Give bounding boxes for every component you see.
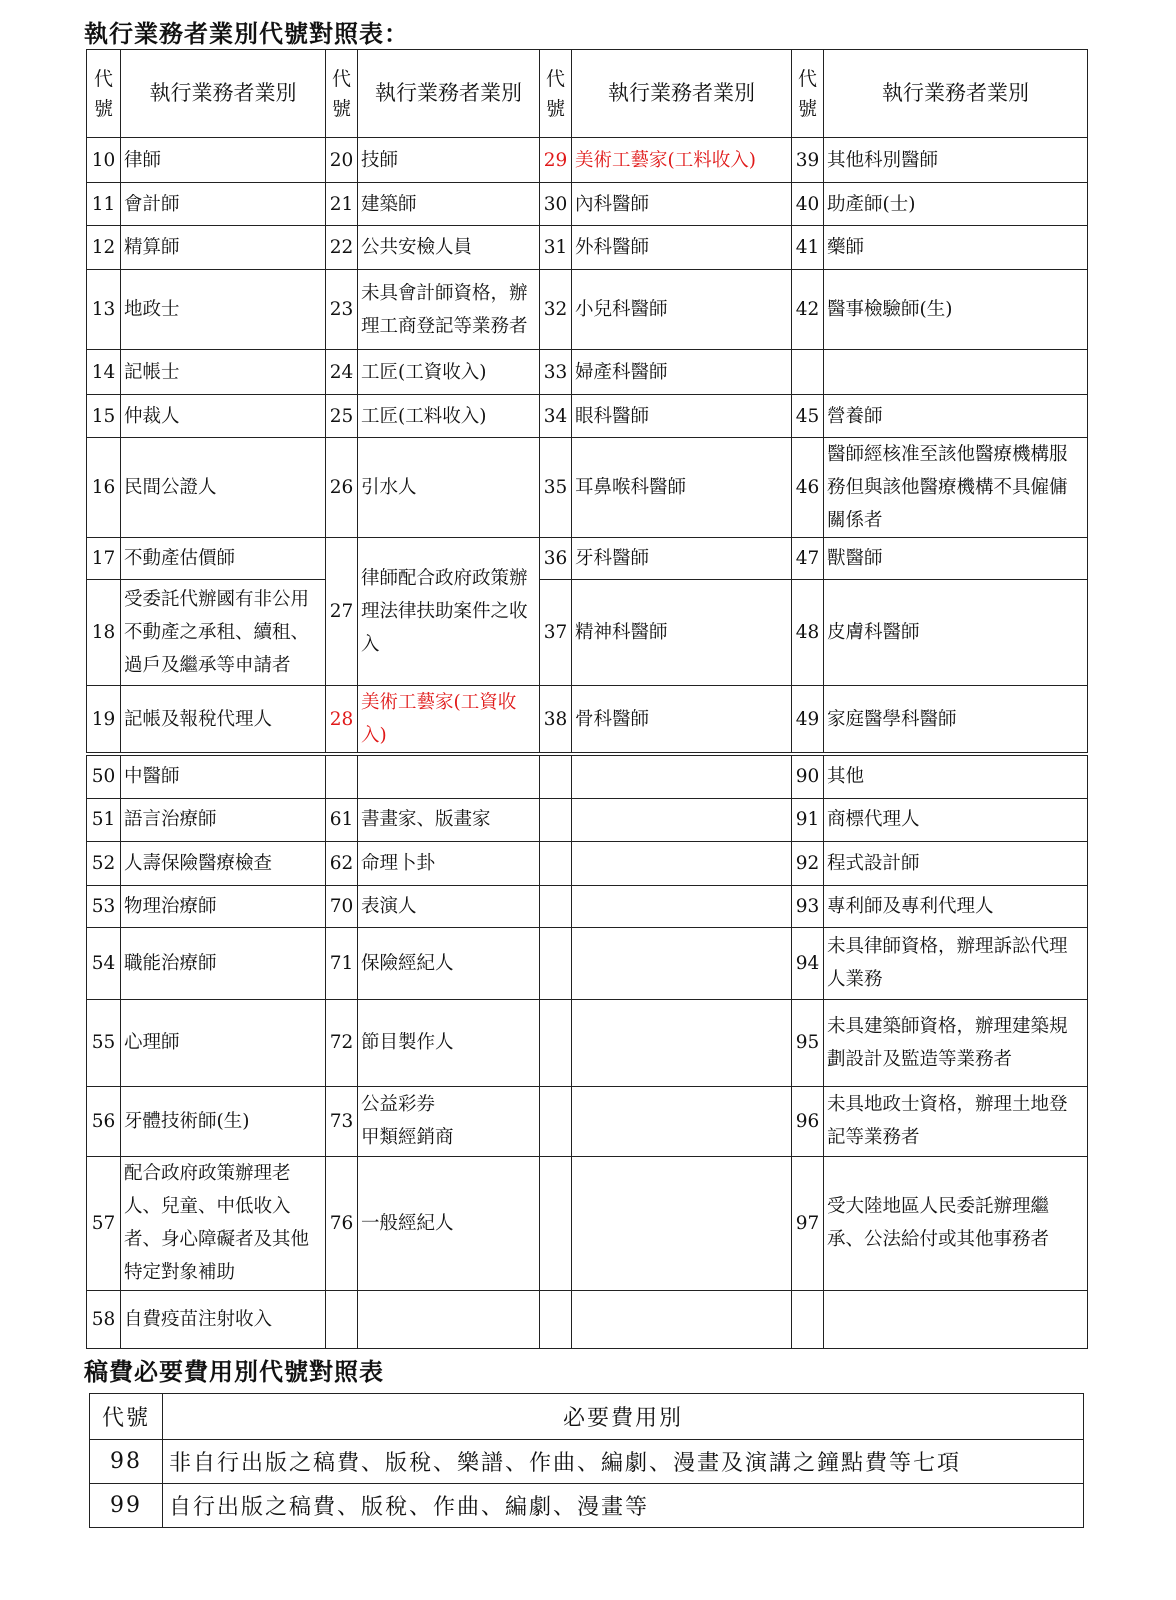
category-cell: 仲裁人 <box>121 395 326 438</box>
category-cell: 未具建築師資格，辦理建築規劃設計及監造等業務者 <box>824 999 1088 1086</box>
code-cell: 53 <box>87 885 121 927</box>
code-cell: 42 <box>792 270 824 350</box>
code-cell: 94 <box>792 927 824 999</box>
category-cell: 一般經紀人 <box>358 1156 540 1290</box>
code-cell: 52 <box>87 841 121 885</box>
code-cell: 96 <box>792 1086 824 1156</box>
category-cell <box>572 1156 792 1290</box>
code-cell-highlighted: 29 <box>540 138 572 183</box>
code-cell: 62 <box>326 841 358 885</box>
category-cell: 人壽保險醫療檢查 <box>121 841 326 885</box>
fee-category-table <box>89 1393 1084 1528</box>
code-cell: 11 <box>87 183 121 226</box>
category-cell: 牙體技術師(生) <box>121 1086 326 1156</box>
code-cell: 12 <box>87 226 121 270</box>
category-cell: 眼科醫師 <box>572 395 792 438</box>
table-row <box>87 999 1088 1086</box>
code-cell: 13 <box>87 270 121 350</box>
code-cell: 41 <box>792 226 824 270</box>
fee-table-title: 稿費必要費用別代號對照表 <box>84 1357 384 1386</box>
code-cell: 26 <box>326 438 358 538</box>
category-cell: 營養師 <box>824 395 1088 438</box>
header-category: 執行業務者業別 <box>824 50 1088 138</box>
category-cell <box>358 754 540 798</box>
category-cell: 配合政府政策辦理老人、兒童、中低收入者、身心障礙者及其他特定對象補助 <box>121 1156 326 1290</box>
code-cell: 70 <box>326 885 358 927</box>
category-cell: 程式設計師 <box>824 841 1088 885</box>
category-cell: 心理師 <box>121 999 326 1086</box>
fee-header-category: 必要費用別 <box>163 1394 1084 1440</box>
code-cell: 50 <box>87 754 121 798</box>
code-cell: 24 <box>326 350 358 395</box>
fee-desc-cell: 非自行出版之稿費、版稅、樂譜、作曲、編劇、漫畫及演講之鐘點費等七項 <box>163 1440 1084 1484</box>
main-table-title: 執行業務者業別代號對照表： <box>84 19 409 48</box>
table-row <box>87 927 1088 999</box>
category-cell <box>358 1290 540 1348</box>
code-cell: 56 <box>87 1086 121 1156</box>
code-cell: 21 <box>326 183 358 226</box>
code-cell: 27 <box>326 538 358 686</box>
code-cell: 54 <box>87 927 121 999</box>
category-cell: 會計師 <box>121 183 326 226</box>
category-cell: 家庭醫學科醫師 <box>824 686 1088 755</box>
code-cell: 55 <box>87 999 121 1086</box>
table-row <box>87 183 1088 226</box>
code-cell: 39 <box>792 138 824 183</box>
category-cell: 地政士 <box>121 270 326 350</box>
table-row <box>87 841 1088 885</box>
code-cell <box>540 798 572 841</box>
category-cell: 藥師 <box>824 226 1088 270</box>
code-cell: 49 <box>792 686 824 755</box>
category-cell: 技師 <box>358 138 540 183</box>
category-cell: 未具地政士資格，辦理土地登記等業務者 <box>824 1086 1088 1156</box>
code-cell: 30 <box>540 183 572 226</box>
category-cell: 表演人 <box>358 885 540 927</box>
table-row <box>87 580 1088 686</box>
code-cell: 91 <box>792 798 824 841</box>
table-row <box>87 1086 1088 1156</box>
header-row <box>87 50 1088 138</box>
code-cell: 36 <box>540 538 572 580</box>
code-cell-highlighted: 28 <box>326 686 358 755</box>
fee-code-cell: 98 <box>90 1440 163 1484</box>
table-row <box>87 350 1088 395</box>
category-cell: 工匠(工資收入) <box>358 350 540 395</box>
header-code: 代號 <box>326 50 358 138</box>
category-cell: 律師 <box>121 138 326 183</box>
category-cell: 引水人 <box>358 438 540 538</box>
category-cell: 小兒科醫師 <box>572 270 792 350</box>
code-cell <box>540 1156 572 1290</box>
category-cell: 助產師(士) <box>824 183 1088 226</box>
code-cell: 38 <box>540 686 572 755</box>
code-cell: 57 <box>87 1156 121 1290</box>
category-cell: 公共安檢人員 <box>358 226 540 270</box>
category-cell <box>824 1290 1088 1348</box>
category-cell: 耳鼻喉科醫師 <box>572 438 792 538</box>
category-cell: 記帳及報稅代理人 <box>121 686 326 755</box>
category-cell-highlighted: 美術工藝家(工料收入) <box>572 138 792 183</box>
category-cell: 不動產估價師 <box>121 538 326 580</box>
category-line: 公益彩券 <box>361 1094 436 1115</box>
category-cell: 商標代理人 <box>824 798 1088 841</box>
table-row <box>87 395 1088 438</box>
code-cell: 95 <box>792 999 824 1086</box>
category-cell <box>572 927 792 999</box>
code-cell: 90 <box>792 754 824 798</box>
code-cell <box>326 754 358 798</box>
category-cell <box>358 1086 540 1156</box>
code-cell: 16 <box>87 438 121 538</box>
category-cell: 其他科別醫師 <box>824 138 1088 183</box>
category-cell: 建築師 <box>358 183 540 226</box>
category-cell: 其他 <box>824 754 1088 798</box>
table-row <box>87 754 1088 798</box>
code-cell: 20 <box>326 138 358 183</box>
code-cell: 51 <box>87 798 121 841</box>
header-category: 執行業務者業別 <box>358 50 540 138</box>
category-cell: 精算師 <box>121 226 326 270</box>
code-cell <box>792 350 824 395</box>
fee-row <box>90 1440 1084 1484</box>
category-cell <box>572 798 792 841</box>
category-cell: 內科醫師 <box>572 183 792 226</box>
code-cell: 10 <box>87 138 121 183</box>
code-cell <box>326 1290 358 1348</box>
code-cell: 25 <box>326 395 358 438</box>
code-cell: 71 <box>326 927 358 999</box>
code-cell: 18 <box>87 580 121 686</box>
category-cell: 獸醫師 <box>824 538 1088 580</box>
category-cell <box>572 841 792 885</box>
code-cell: 15 <box>87 395 121 438</box>
table-row <box>87 1290 1088 1348</box>
category-cell <box>572 754 792 798</box>
code-cell: 72 <box>326 999 358 1086</box>
code-cell: 14 <box>87 350 121 395</box>
code-cell <box>540 885 572 927</box>
code-cell <box>540 927 572 999</box>
category-cell: 中醫師 <box>121 754 326 798</box>
category-cell: 命理卜卦 <box>358 841 540 885</box>
category-cell: 未具會計師資格，辦理工商登記等業務者 <box>358 270 540 350</box>
category-cell <box>572 999 792 1086</box>
code-cell: 32 <box>540 270 572 350</box>
table-row <box>87 138 1088 183</box>
category-cell: 皮膚科醫師 <box>824 580 1088 686</box>
code-cell <box>540 841 572 885</box>
code-cell: 45 <box>792 395 824 438</box>
code-cell: 46 <box>792 438 824 538</box>
category-cell: 語言治療師 <box>121 798 326 841</box>
category-cell: 精神科醫師 <box>572 580 792 686</box>
category-cell: 保險經紀人 <box>358 927 540 999</box>
code-cell <box>540 1290 572 1348</box>
category-cell <box>572 1086 792 1156</box>
business-category-table <box>86 49 1088 1349</box>
category-cell: 受大陸地區人民委託辦理繼承、公法給付或其他事務者 <box>824 1156 1088 1290</box>
code-cell: 93 <box>792 885 824 927</box>
fee-header-code: 代號 <box>90 1394 163 1440</box>
code-cell <box>540 999 572 1086</box>
fee-row <box>90 1484 1084 1528</box>
table-row <box>87 686 1088 755</box>
category-line: 甲類經銷商 <box>361 1127 454 1148</box>
code-cell: 76 <box>326 1156 358 1290</box>
category-cell: 書畫家、版畫家 <box>358 798 540 841</box>
code-cell: 37 <box>540 580 572 686</box>
header-code: 代號 <box>792 50 824 138</box>
code-cell: 61 <box>326 798 358 841</box>
code-cell <box>540 1086 572 1156</box>
table-row <box>87 798 1088 841</box>
code-cell: 48 <box>792 580 824 686</box>
category-cell: 節目製作人 <box>358 999 540 1086</box>
category-cell: 受委託代辦國有非公用不動產之承租、續租、過戶及繼承等申請者 <box>121 580 326 686</box>
category-cell: 自費疫苗注射收入 <box>121 1290 326 1348</box>
category-cell-highlighted: 美術工藝家(工資收入) <box>358 686 540 755</box>
code-cell: 34 <box>540 395 572 438</box>
table-row <box>87 270 1088 350</box>
category-cell <box>824 350 1088 395</box>
category-cell: 記帳士 <box>121 350 326 395</box>
code-cell: 22 <box>326 226 358 270</box>
category-cell: 律師配合政府政策辦理法律扶助案件之收入 <box>358 538 540 686</box>
category-cell: 民間公證人 <box>121 438 326 538</box>
code-cell <box>540 754 572 798</box>
code-cell: 92 <box>792 841 824 885</box>
header-category: 執行業務者業別 <box>572 50 792 138</box>
category-cell: 職能治療師 <box>121 927 326 999</box>
table-row <box>87 226 1088 270</box>
category-cell: 物理治療師 <box>121 885 326 927</box>
category-cell: 外科醫師 <box>572 226 792 270</box>
category-cell: 婦產科醫師 <box>572 350 792 395</box>
code-cell: 73 <box>326 1086 358 1156</box>
category-cell <box>572 1290 792 1348</box>
fee-code-cell: 99 <box>90 1484 163 1528</box>
code-cell <box>792 1290 824 1348</box>
header-code: 代號 <box>540 50 572 138</box>
code-cell: 31 <box>540 226 572 270</box>
code-cell: 33 <box>540 350 572 395</box>
category-cell: 專利師及專利代理人 <box>824 885 1088 927</box>
code-cell: 97 <box>792 1156 824 1290</box>
category-cell: 牙科醫師 <box>572 538 792 580</box>
category-cell: 醫師經核准至該他醫療機構服務但與該他醫療機構不具僱傭關係者 <box>824 438 1088 538</box>
category-cell: 骨科醫師 <box>572 686 792 755</box>
code-cell: 47 <box>792 538 824 580</box>
fee-header-row <box>90 1394 1084 1440</box>
category-cell: 工匠(工料收入) <box>358 395 540 438</box>
code-cell: 17 <box>87 538 121 580</box>
table-row <box>87 438 1088 538</box>
code-cell: 58 <box>87 1290 121 1348</box>
table-row <box>87 538 1088 580</box>
header-category: 執行業務者業別 <box>121 50 326 138</box>
category-cell: 未具律師資格，辦理訴訟代理人業務 <box>824 927 1088 999</box>
category-cell <box>572 885 792 927</box>
header-code: 代號 <box>87 50 121 138</box>
code-cell: 19 <box>87 686 121 755</box>
code-cell: 40 <box>792 183 824 226</box>
table-row <box>87 885 1088 927</box>
table-row <box>87 1156 1088 1290</box>
category-cell: 醫事檢驗師(生) <box>824 270 1088 350</box>
fee-desc-cell: 自行出版之稿費、版稅、作曲、編劇、漫畫等 <box>163 1484 1084 1528</box>
code-cell: 35 <box>540 438 572 538</box>
code-cell: 23 <box>326 270 358 350</box>
